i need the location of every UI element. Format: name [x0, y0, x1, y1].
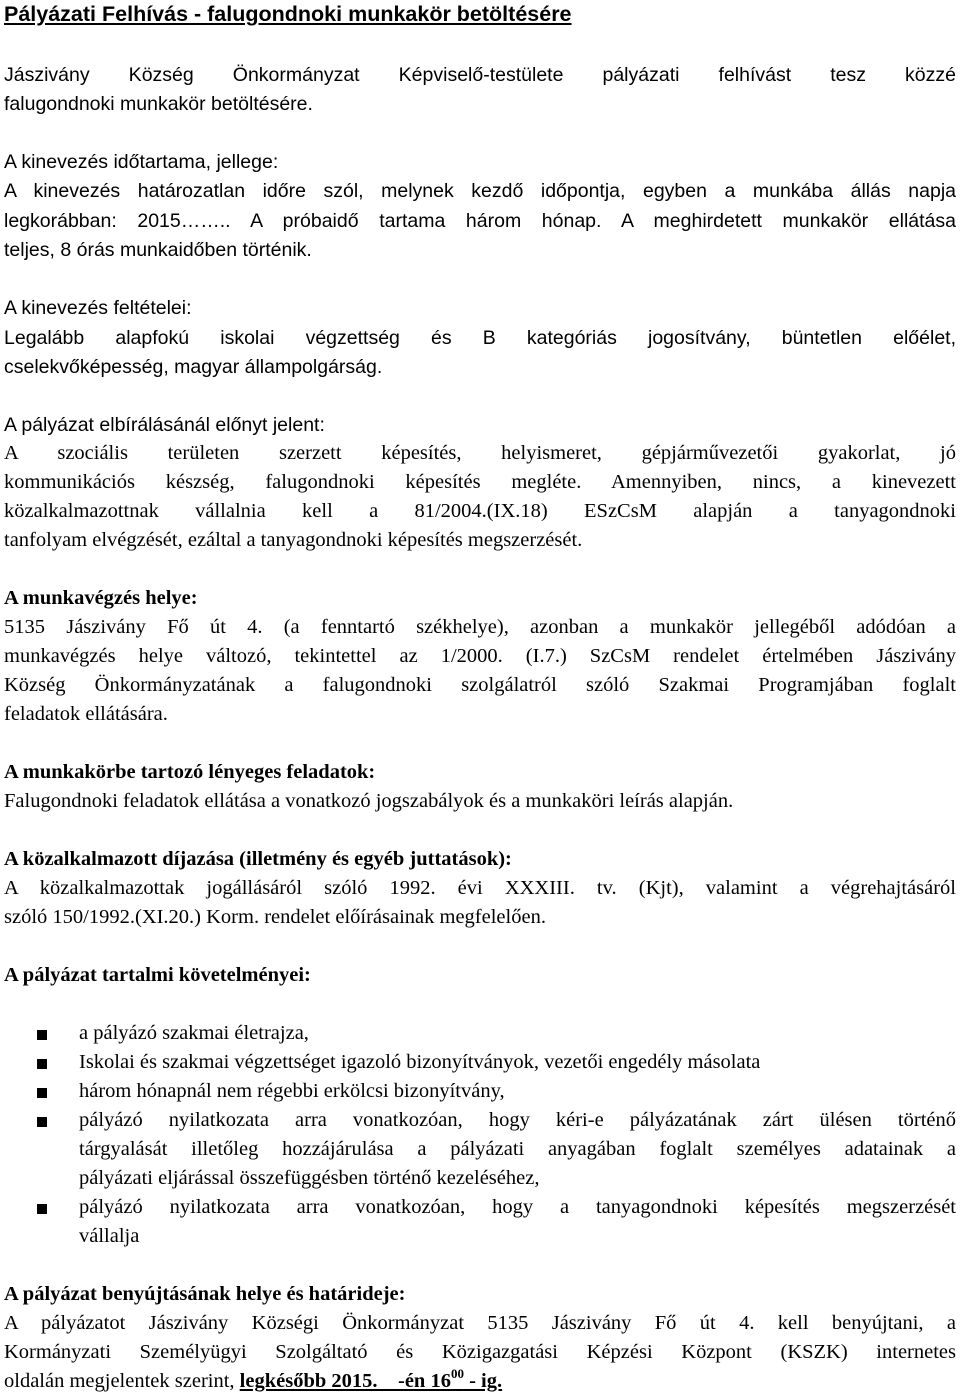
intro-line-2: falugondnoki munkakör betöltésére.: [4, 93, 313, 115]
workplace-line-4: feladatok ellátására.: [4, 703, 168, 725]
page-title: Pályázati Felhívás - falugondnoki munkakör betöltésére: [4, 2, 572, 26]
requirement-item-continued: tárgyalását illetőleg hozzájárulása a pályázati anyagában foglalt személyes adatainak a: [79, 1138, 956, 1160]
advantage-line-4: tanfolyam elvégzését, ezáltal a tanyagondnoki képesítés megszerzését.: [4, 529, 583, 551]
deadline-hour-superscript: 00: [450, 1366, 464, 1381]
conditions-line-1: Legalább alapfokú iskolai végzettség és B kategóriás jogosítvány, büntetlen előélet,: [4, 327, 956, 349]
section-heading-workplace: A munkavégzés helye:: [4, 587, 198, 609]
submission-text: oldalán megjelentek szerint,: [4, 1370, 235, 1392]
workplace-line-3: Község Önkormányzatának a falugondnoki szolgálatról szóló Szakmai Programjában foglalt: [4, 674, 956, 696]
requirement-item: három hónapnál nem régebbi erkölcsi bizonyítvány,: [79, 1080, 505, 1102]
advantage-line-3: közalkalmazottnak vállalnia kell a 81/2004.(IX.18) ESzCsM alapján a tanyagondnoki: [4, 500, 956, 522]
term-line-3: teljes, 8 órás munkaidőben történik.: [4, 239, 312, 261]
bullet-icon: [37, 1030, 47, 1040]
requirement-item: a pályázó szakmai életrajza,: [79, 1022, 309, 1044]
section-heading-term: A kinevezés időtartama, jellege:: [4, 151, 279, 173]
bullet-icon: [37, 1088, 47, 1098]
requirement-item-continued: pályázati eljárással összefüggésben történő kezeléséhez,: [79, 1167, 540, 1189]
bullet-icon: [37, 1059, 47, 1069]
pay-line-2: szóló 150/1992.(XI.20.) Korm. rendelet előírásainak megfelelően.: [4, 906, 546, 928]
section-heading-conditions: A kinevezés feltételei:: [4, 297, 192, 319]
deadline-suffix: - ig.: [463, 1370, 503, 1392]
conditions-line-2: cselekvőképesség, magyar állampolgárság.: [4, 356, 383, 378]
requirement-item: pályázó nyilatkozata arra vonatkozóan, hogy a tanyagondnoki képesítés megszerzését: [79, 1196, 956, 1218]
deadline-date: legkésőbb 2015. -én 16: [239, 1370, 451, 1392]
advantage-line-1: A szociális területen szerzett képesítés, helyismeret, gépjárművezetői gyakorlat, jó: [4, 442, 956, 464]
section-heading-advantage: A pályázat elbírálásánál előnyt jelent:: [4, 414, 325, 436]
workplace-line-2: munkavégzés helye változó, tekintettel az 1/2000. (I.7.) SzCsM rendelet értelmében Jászivány: [4, 645, 956, 667]
submission-deadline: [239, 1366, 503, 1392]
bullet-icon: [37, 1204, 47, 1214]
term-line-1: A kinevezés határozatlan időre szól, melynek kezdő időpontja, egyben a munkába állás napja: [4, 180, 956, 202]
requirement-item: Iskolai és szakmai végzettséget igazoló bizonyítványok, vezetői engedély másolata: [79, 1051, 761, 1073]
pay-line-1: A közalkalmazottak jogállásáról szóló 1992. évi XXXIII. tv. (Kjt), valamint a végrehajtásáról: [4, 877, 956, 899]
section-heading-requirements: A pályázat tartalmi követelményei:: [4, 964, 311, 986]
intro-line-1: Jászivány Község Önkormányzat Képviselő-testülete pályázati felhívást tesz közzé: [4, 64, 956, 86]
workplace-line-1: 5135 Jászivány Fő út 4. (a fenntartó székhelye), azonban a munkakör jellegéből adódóan a: [4, 616, 956, 638]
section-heading-submission: A pályázat benyújtásának helye és határideje:: [4, 1283, 406, 1305]
submission-line-1: A pályázatot Jászivány Községi Önkormányzat 5135 Jászivány Fő út 4. kell benyújtani, a: [4, 1312, 956, 1334]
requirement-item-continued: vállalja: [79, 1225, 140, 1247]
section-heading-duties: A munkakörbe tartozó lényeges feladatok:: [4, 761, 376, 783]
section-heading-pay: A közalkalmazott díjazása (illetmény és egyéb juttatások):: [4, 848, 512, 870]
duties-line-1: Falugondnoki feladatok ellátása a vonatkozó jogszabályok és a munkaköri leírás alapján.: [4, 790, 734, 812]
requirement-item: pályázó nyilatkozata arra vonatkozóan, hogy kéri-e pályázatának zárt ülésen történő: [79, 1109, 956, 1131]
submission-line-3: [4, 1366, 956, 1393]
advantage-line-2: kommunikációs készség, falugondnoki képesítés megléte. Amennyiben, nincs, a kinevezett: [4, 471, 956, 493]
submission-line-2: Kormányzati Személyügyi Szolgáltató és Közigazgatási Képzési Központ (KSZK) internetes: [4, 1341, 956, 1363]
term-line-2: legkorábban: 2015…….. A próbaidő tartama három hónap. A meghirdetett munkakör ellátása: [4, 210, 956, 232]
bullet-icon: [37, 1117, 47, 1127]
